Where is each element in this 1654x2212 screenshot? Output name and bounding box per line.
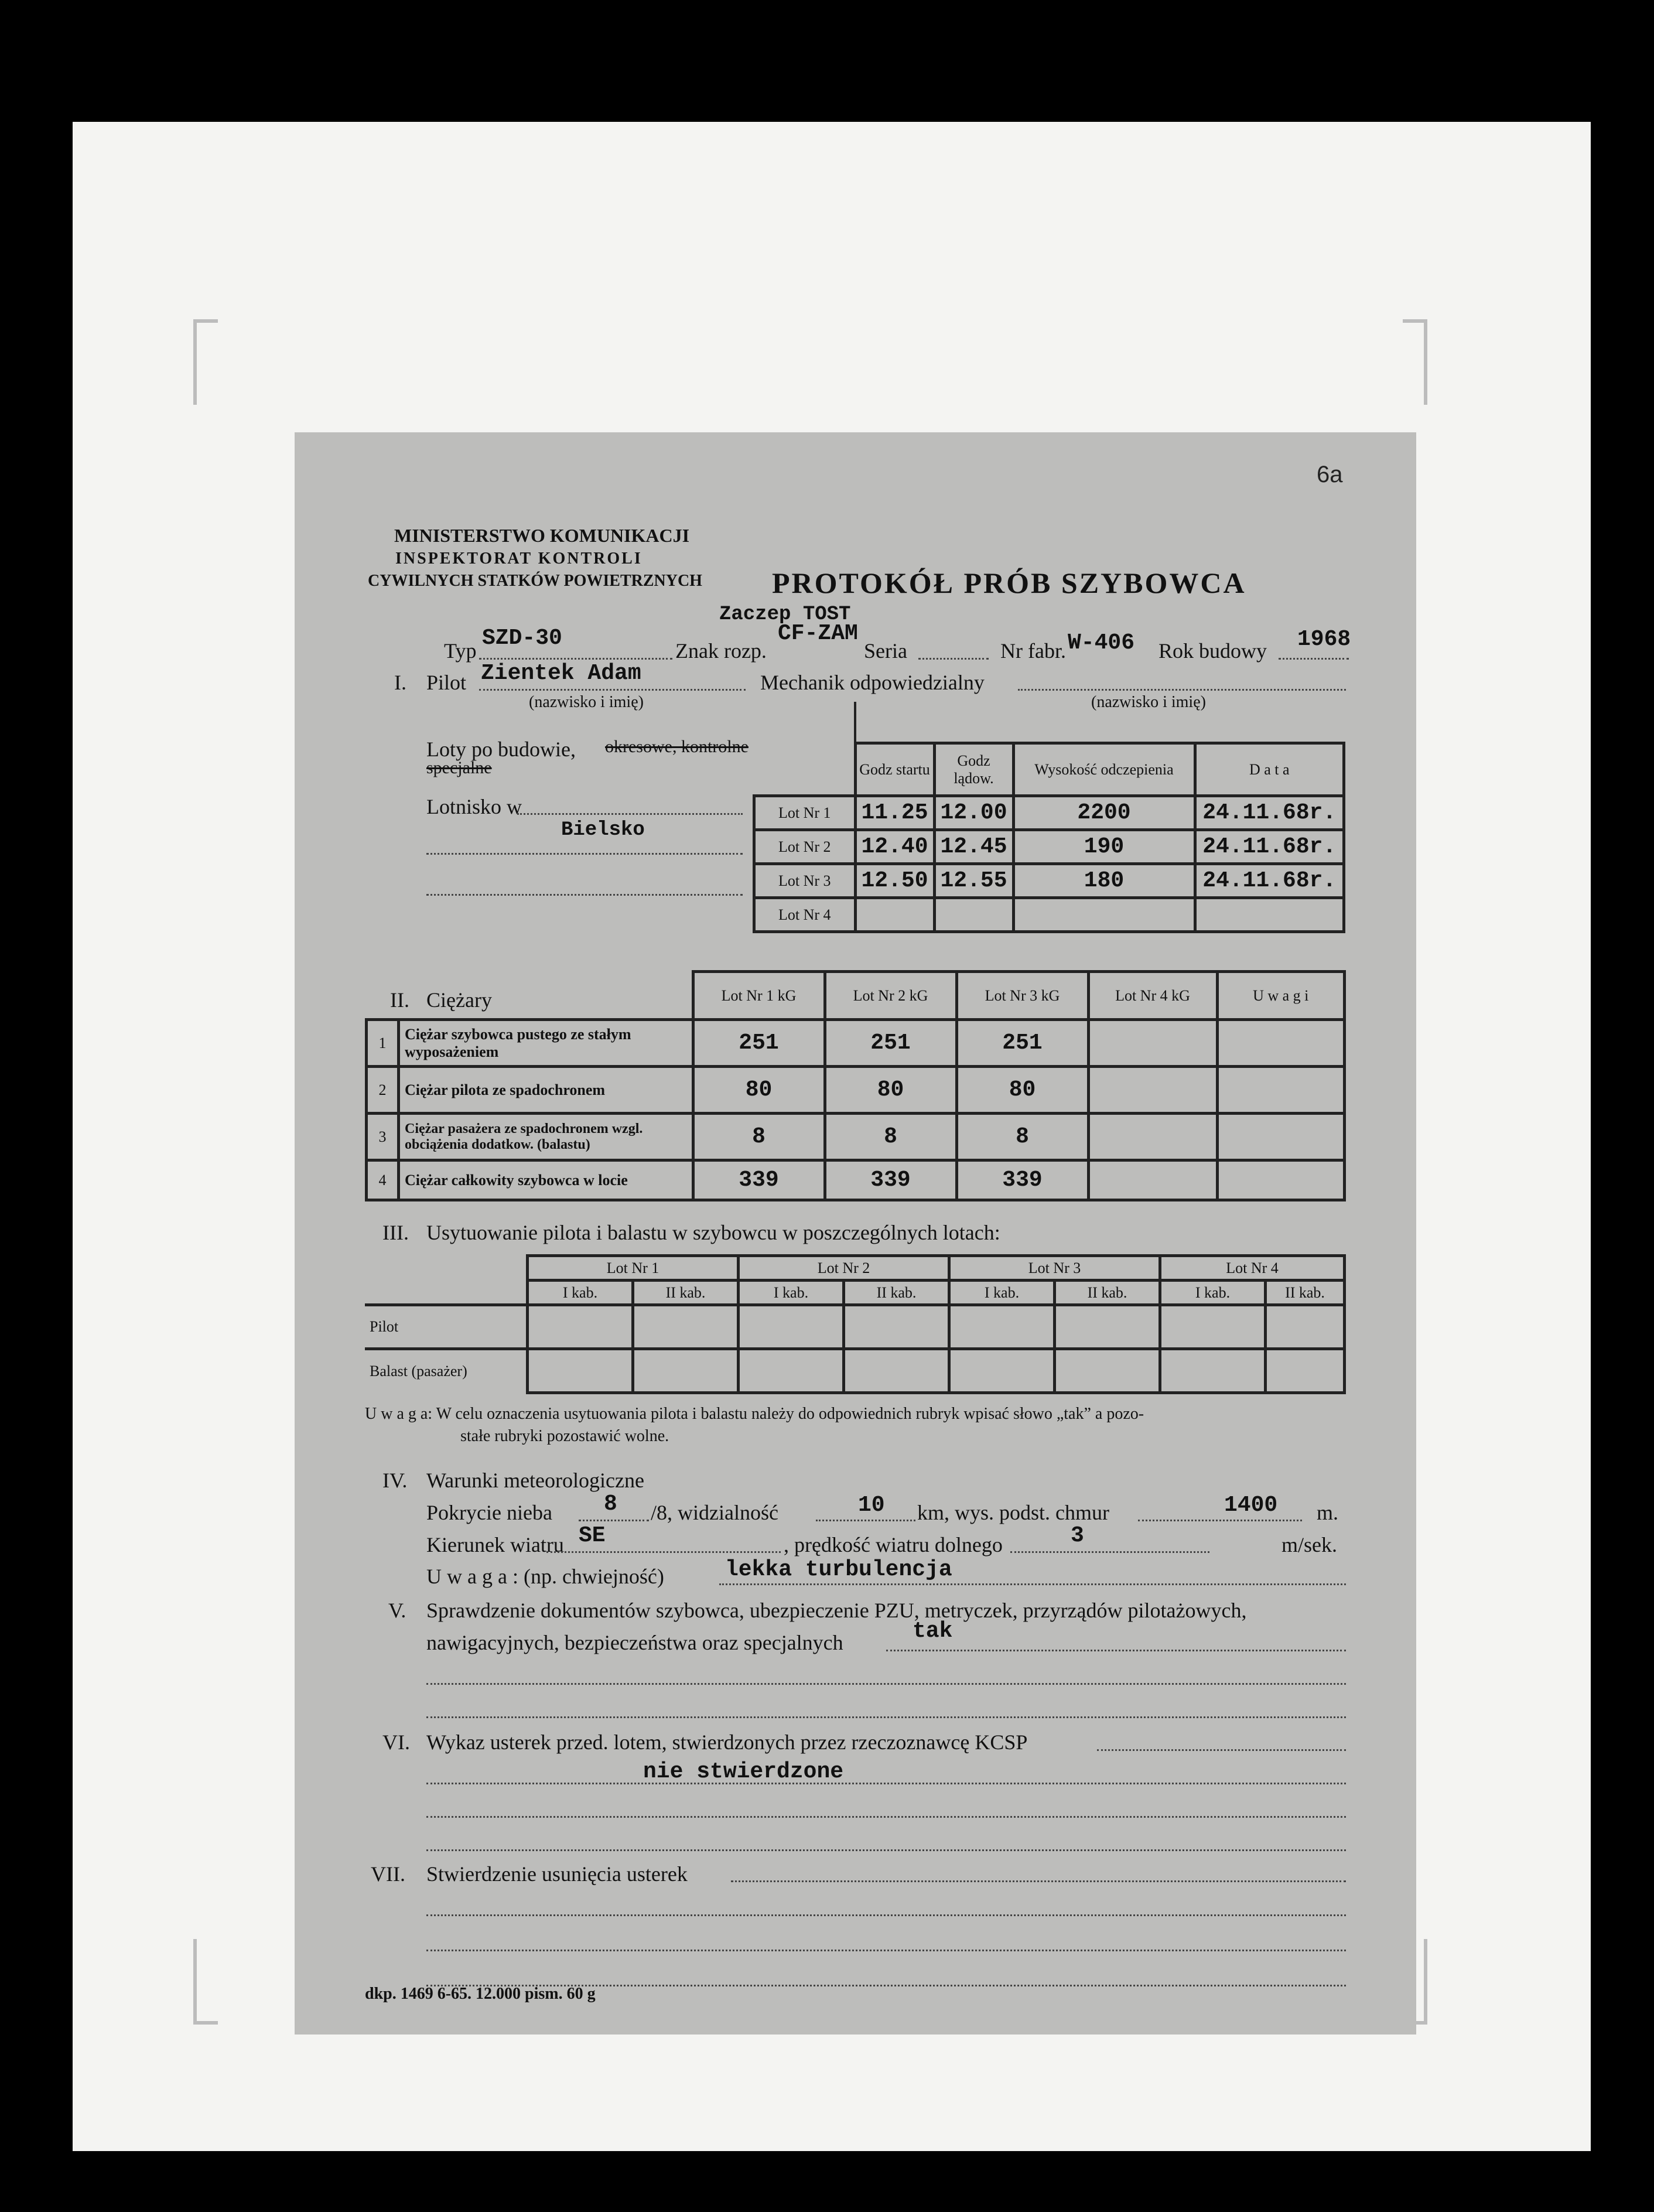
pilot-row-label: Pilot <box>365 1305 528 1349</box>
cabin-2-header: II kab. <box>633 1281 739 1305</box>
start-time-header: Godz startu <box>855 743 934 796</box>
section-2-title: Ciężary <box>426 988 492 1012</box>
flight-label: Lot Nr 4 <box>754 898 856 932</box>
weight-value: 251 <box>693 1020 825 1067</box>
cloud-base-value: 1400 <box>1224 1493 1278 1518</box>
row-number: 1 <box>367 1020 399 1067</box>
weight-remark <box>1217 1114 1345 1160</box>
weight-label: Ciężar szybowca pustego ze stałym wyposażeniem <box>399 1020 693 1067</box>
release-height: 180 <box>1013 864 1195 898</box>
weight-value <box>1088 1020 1217 1067</box>
crop-mark <box>193 319 218 405</box>
table-row <box>754 898 1344 932</box>
flight-label: Lot Nr 2 <box>754 830 856 864</box>
weight-value: 8 <box>693 1114 825 1160</box>
flight-1-weight-header: Lot Nr 1 kG <box>693 972 825 1020</box>
weight-value: 80 <box>825 1067 956 1114</box>
ministry-name: MINISTERSTWO KOMUNIKACJI <box>394 525 690 546</box>
wind-speed-label: , prędkość wiatru dolnego <box>784 1533 1003 1556</box>
start-time: 12.50 <box>855 864 934 898</box>
weight-value <box>1088 1067 1217 1114</box>
placement-note: U w a g a: W celu oznaczenia usytuowania pilota i balastu należy do odpowiednich rubryk wpisać słowo „tak” a pozo- <box>365 1405 1144 1423</box>
year-value: 1968 <box>1297 627 1351 652</box>
placement-table <box>365 1254 1346 1394</box>
section-3-title: Usytuowanie pilota i balastu w szybowcu w poszczególnych lotach: <box>426 1221 1000 1244</box>
flight-date <box>1195 898 1344 932</box>
placement-flight-header: Lot Nr 1 <box>528 1256 739 1281</box>
wind-direction-label: Kierunek wiatru <box>426 1533 564 1556</box>
serial-label: Nr fabr. <box>1000 639 1066 663</box>
weight-label: Ciężar pasażera ze spadochronem wzgl. obciążenia dodatkow. (balastu) <box>399 1114 693 1160</box>
serial-value: W-406 <box>1068 630 1135 656</box>
placement-flight-header: Lot Nr 3 <box>949 1256 1160 1281</box>
section-7-title: Stwierdzenie usunięcia usterek <box>426 1862 688 1886</box>
flight-label: Lot Nr 1 <box>754 796 856 830</box>
weight-label: Ciężar pilota ze spadochronem <box>399 1067 693 1114</box>
release-height <box>1013 898 1195 932</box>
page-mark: 6a <box>1317 462 1343 487</box>
table-row <box>754 796 1344 830</box>
divider <box>854 702 856 747</box>
cabin-2-header: II kab. <box>844 1281 949 1305</box>
protocol-sheet <box>295 432 1416 2035</box>
weight-remark <box>1217 1160 1345 1200</box>
cabin-2-header: II kab. <box>1266 1281 1345 1305</box>
section-4-title: Warunki meteorologiczne <box>426 1469 644 1492</box>
release-height: 2200 <box>1013 796 1195 830</box>
cabin-1-header: I kab. <box>528 1281 633 1305</box>
weight-value: 80 <box>956 1067 1088 1114</box>
table-row <box>365 1305 1345 1349</box>
airfield-label: Lotnisko w <box>426 795 522 818</box>
section-4-number: IV. <box>382 1469 408 1492</box>
crop-mark <box>1403 319 1427 405</box>
flight-label: Lot Nr 3 <box>754 864 856 898</box>
flight-date: 24.11.68r. <box>1195 796 1344 830</box>
row-number: 2 <box>367 1067 399 1114</box>
flight-date: 24.11.68r. <box>1195 864 1344 898</box>
defects-value: nie stwierdzone <box>643 1759 844 1784</box>
division-name: CYWILNYCH STATKÓW POWIETRZNYCH <box>368 572 702 590</box>
weight-value: 80 <box>693 1067 825 1114</box>
reg-label: Znak rozp. <box>675 639 767 663</box>
row-number: 3 <box>367 1114 399 1160</box>
visibility-value: 10 <box>858 1493 885 1518</box>
landing-time: 12.45 <box>934 830 1013 864</box>
table-row <box>367 1020 1345 1067</box>
weight-value: 339 <box>956 1160 1088 1200</box>
series-label: Seria <box>864 639 907 663</box>
cloud-cover-value: 8 <box>604 1491 617 1517</box>
flights-struck-text: okresowe, kontrolne <box>605 737 749 756</box>
cabin-1-header: I kab. <box>739 1281 844 1305</box>
visibility-unit: km, wys. podst. chmur <box>917 1501 1109 1524</box>
table-row <box>367 1160 1345 1200</box>
airfield-value: Bielsko <box>561 819 645 841</box>
inspectorate-name: INSPEKTORAT KONTROLI <box>395 549 643 568</box>
mechanic-name-hint: (nazwisko i imię) <box>1091 693 1206 711</box>
reg-value-top: Zaczep TOST <box>719 603 851 626</box>
cloud-base-unit: m. <box>1317 1501 1339 1524</box>
landing-time: 12.55 <box>934 864 1013 898</box>
flights-label: Loty po budowie, <box>426 738 576 761</box>
flights-struck-text-2: specjalne <box>426 758 492 777</box>
section-7-number: VII. <box>371 1862 405 1886</box>
section-2-number: II. <box>390 988 409 1012</box>
row-number: 4 <box>367 1160 399 1200</box>
weather-remark-label: U w a g a : (np. chwiejność) <box>426 1565 664 1588</box>
section-5-number: V. <box>388 1599 406 1622</box>
flight-4-weight-header: Lot Nr 4 kG <box>1088 972 1217 1020</box>
section-5-line-2: nawigacyjnych, bezpieczeństwa oraz specjalnych <box>426 1631 843 1654</box>
cabin-1-header: I kab. <box>1160 1281 1266 1305</box>
placement-flight-header: Lot Nr 2 <box>739 1256 949 1281</box>
flights-table <box>753 742 1345 933</box>
weight-remark <box>1217 1020 1345 1067</box>
ballast-row-label: Balast (pasażer) <box>365 1349 528 1393</box>
wind-direction-value: SE <box>579 1523 606 1548</box>
section-5-line-1: Sprawdzenie dokumentów szybowca, ubezpieczenie PZU, metryczek, przyrządów pilotażowych, <box>426 1599 1247 1622</box>
weight-value <box>1088 1114 1217 1160</box>
section-6-title: Wykaz usterek przed. lotem, stwierdzonych przez rzeczoznawcę KCSP <box>426 1730 1028 1754</box>
release-height-header: Wysokość odczepienia <box>1013 743 1195 796</box>
type-label: Typ <box>444 639 477 663</box>
weight-value: 251 <box>956 1020 1088 1067</box>
section-6-number: VI. <box>382 1730 410 1754</box>
date-header: D a t a <box>1195 743 1344 796</box>
table-row <box>754 864 1344 898</box>
flight-2-weight-header: Lot Nr 2 kG <box>825 972 956 1020</box>
pilot-label: Pilot <box>426 671 467 694</box>
weight-label: Ciężar całkowity szybowca w locie <box>399 1160 693 1200</box>
pilot-name-hint: (nazwisko i imię) <box>529 693 644 711</box>
release-height: 190 <box>1013 830 1195 864</box>
page-title: PROTOKÓŁ PRÓB SZYBOWCA <box>772 566 1246 599</box>
wind-speed-unit: m/sek. <box>1281 1533 1337 1556</box>
table-row <box>365 1349 1345 1393</box>
landing-time <box>934 898 1013 932</box>
start-time: 12.40 <box>855 830 934 864</box>
crop-mark <box>193 1939 218 2025</box>
pilot-value: Zientek Adam <box>481 661 641 686</box>
weather-remark-value: lekka turbulencja <box>725 1557 952 1582</box>
weight-value <box>1088 1160 1217 1200</box>
weights-table <box>365 970 1346 1201</box>
landing-time: 12.00 <box>934 796 1013 830</box>
print-info: dkp. 1469 6-65. 12.000 pism. 60 g <box>365 1985 596 2003</box>
flight-date: 24.11.68r. <box>1195 830 1344 864</box>
documents-check-value: tak <box>913 1619 953 1644</box>
start-time <box>855 898 934 932</box>
cloud-cover-unit: /8, widzialność <box>651 1501 778 1524</box>
placement-note-2: stałe rubryki pozostawić wolne. <box>460 1427 669 1445</box>
weight-value: 8 <box>956 1114 1088 1160</box>
cloud-cover-label: Pokrycie nieba <box>426 1501 552 1524</box>
year-label: Rok budowy <box>1159 639 1267 663</box>
section-3-number: III. <box>382 1221 409 1244</box>
cabin-2-header: II kab. <box>1055 1281 1160 1305</box>
flight-3-weight-header: Lot Nr 3 kG <box>956 972 1088 1020</box>
placement-flight-header: Lot Nr 4 <box>1160 1256 1345 1281</box>
table-row <box>754 830 1344 864</box>
remarks-header: U w a g i <box>1217 972 1345 1020</box>
weight-value: 339 <box>825 1160 956 1200</box>
weight-value: 8 <box>825 1114 956 1160</box>
section-1-number: I. <box>394 671 406 694</box>
wind-speed-value: 3 <box>1071 1523 1084 1548</box>
cabin-1-header: I kab. <box>949 1281 1055 1305</box>
reg-value: CF-ZAM <box>778 621 858 646</box>
type-value: SZD-30 <box>482 626 562 651</box>
landing-time-header: Godz lądow. <box>934 743 1013 796</box>
start-time: 11.25 <box>855 796 934 830</box>
weight-remark <box>1217 1067 1345 1114</box>
table-row <box>367 1067 1345 1114</box>
mechanic-label: Mechanik odpowiedzialny <box>760 671 985 694</box>
table-row <box>367 1114 1345 1160</box>
weight-value: 339 <box>693 1160 825 1200</box>
weight-value: 251 <box>825 1020 956 1067</box>
